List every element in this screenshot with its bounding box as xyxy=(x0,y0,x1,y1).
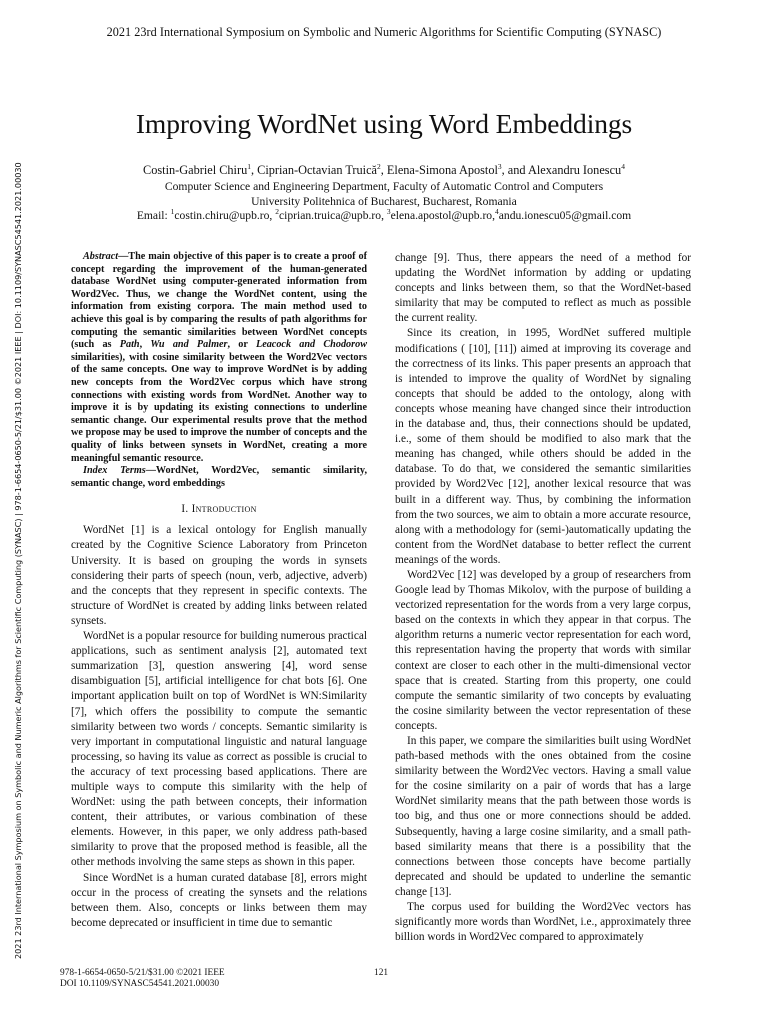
paragraph: change [9]. Thus, there appears the need of a method for updating the WordNet information by adding or updating concepts and links between them, so that the WordNet-based similarity that may be computed to reflect as much as possible the current reality. xyxy=(395,252,691,325)
paragraph: WordNet is a popular resource for building numerous practical applications, such as sentiment analysis [2], automated text summarization [3], question answering [4], word sense disambiguation [5], artificial intelligence for chat bots [6]. One important application built on top of WordNet is WN:Similarity [7], which offers the possibility to compute the semantic similarity between two words / concepts. Semantic similarity is very important in computational linguistic and natural language processing, so having its value as correct as possible is crucial to the accuracy of text processing based applications. There are multiple ways to compute this similarity with the help of WordNet: using the path between concepts, their information content, their attributes, or various combination of these elements. However, in this paper, we only address path-based similarity to prove that the proposed method is feasible, all the other methods involving the same steps as shown in this paper. xyxy=(71,630,367,869)
section-heading: I. Introduction xyxy=(181,503,257,516)
paragraph: WordNet [1] is a lexical ontology for English manually created by the Cognitive Science Laboratory from Princeton University. It is based on grouping the words in synsets considering their parts of speech (noun, verb, adjective, adverb) and the concepts that they represent in specific contexts. The structure of WordNet is created by adding links between related synsets. xyxy=(71,524,367,627)
author-mark: 2 xyxy=(377,161,381,171)
affiliation-line-2: University Politehnica of Bucharest, Bucharest, Romania xyxy=(251,195,517,208)
left-column xyxy=(71,251,367,931)
email-address: andu.ionescu05@gmail.com xyxy=(498,209,632,222)
abstract: Abstract—The main objective of this paper is to create a proof of concept regarding the improvement of the human-generated database WordNet using computer-generated information from Word2Vec. Thus, we change the WordNet content, using the information from existing corpora. The main method used to achieve this goal is by comparing the results of path algorithms for computing the semantic similarities between WordNet concepts (such as Path, Wu and Palmer, or Leacock and Chodorow similarities), with cosine similarity between the Word2Vec vectors of the same concepts. One way to improve WordNet is by adding new concepts from the Word2Vec corpus which have strong connections with existing words from WordNet. Another way to improve it is by updating its existing connections to underline semantic change. Our experimental results prove that the method we propose may be used to improve the number of concepts and the quality of links between synsets in WordNet, creating a more meaningful semantic resource. xyxy=(71,251,367,464)
footer-isbn: 978-1-6654-0650-5/21/$31.00 ©2021 IEEE xyxy=(60,968,225,978)
abstract-label: Abstract xyxy=(83,251,119,262)
page-number: 121 xyxy=(374,968,389,978)
right-column xyxy=(395,251,691,945)
email-mark: 3 xyxy=(386,207,391,217)
paragraph: Since WordNet is a human curated database [8], errors might occur in the process of creating the synsets and the relations between them. Also, concepts or links between them may become deprecated or insufficient in time due to semantic xyxy=(71,871,367,929)
paper-title: Improving WordNet using Word Embeddings xyxy=(135,108,633,139)
author-mark: 1 xyxy=(247,161,251,171)
author-name: , Elena-Simona Apostol xyxy=(380,163,498,177)
author-name: , and Alexandru Ionescu xyxy=(501,163,622,177)
author-list xyxy=(0,163,768,178)
email-address: costin.chiru@upb.ro, xyxy=(174,209,276,222)
affiliation-line-1: Computer Science and Engineering Department, Faculty of Automatic Control and Computers xyxy=(164,180,604,193)
footer-publication-info xyxy=(60,968,225,990)
paragraph: In this paper, we compare the similarities built using WordNet path-based methods with the ones obtained from the cosine similarity between the Word2Vec vectors. Having a small value for the cosine similarity on a pair of words that has a large WordNet similarity means that the path between those words is too big, and thus one or more connections should be added. Subsequently, having a large cosine similarity, and a small path-based similarity means that there is a possibility that the connections between those concepts have become partially deprecated and should be updated to underline the semantic change [13]. xyxy=(395,735,691,898)
email-address: elena.apostol@upb.ro, xyxy=(390,209,496,222)
paragraph: The corpus used for building the Word2Vec vectors has significantly more words than WordNet, i.e., approximately three billion words in Word2Vec compared to approximately xyxy=(395,901,691,944)
email-address: ciprian.truica@upb.ro, xyxy=(278,209,387,222)
footer-doi: DOI 10.1109/SYNASC54541.2021.00030 xyxy=(60,979,220,989)
index-terms-label: Index Terms xyxy=(83,465,146,477)
author-name: , Ciprian-Octavian Truică xyxy=(250,163,377,177)
email-prefix: Email: xyxy=(136,209,171,222)
conference-header: 2021 23rd International Symposium on Symbolic and Numeric Algorithms for Scientific Computing (SYNASC) xyxy=(106,25,662,39)
paragraph: Since its creation, in 1995, WordNet suffered multiple modifications ( [10], [11]) aimed at improving its coverage and the correctness of its links. This paper presents an approach that is intended to improve the quality of WordNet by signaling concepts that should be added to the ontology, along with concepts whose meaning have changed since their introduction in the database and, thus, their connections should be updated, i.e., some of them should be modified to also mark that the meaning has changed, while others should be added in the database. To do that, we considered the semantic similarities provided by Word2Vec [12], another lexical resource that was built in a different way. Thus, by combining the information from the two sources, we aim to obtain a more accurate resource, along with a methodology for (semi-)automatically updating the content from the WordNet database to better reflect the current meanings of the words. xyxy=(395,327,691,566)
side-citation-strip: 2021 23rd International Symposium on Symbolic and Numeric Algorithms for Scientific Computing (SYNASC) | 978-1-6654-0650-5/21/$31.00 ©2021 IEEE | DOI: 10.1109/SYNASC54541.2021.00030 xyxy=(13,162,23,959)
email-mark: 4 xyxy=(495,207,499,217)
author-mark: 3 xyxy=(497,161,502,171)
author-name: Costin-Gabriel Chiru xyxy=(143,163,248,177)
paragraph: Word2Vec [12] was developed by a group of researchers from Google lead by Thomas Mikolov, with the purpose of building a vectorized representation for the words from a very large corpus, based on the contexts in which they appear in that corpus. The algorithm returns a numeric vector representation for each word, this representation having the property that words with similar context are closer to each other in the multi-dimensional vector space that is created. Starting from this property, one could compute the semantic similarity of two concepts by evaluating the cosine similarity between the vector representation of these concepts. xyxy=(395,568,691,732)
index-terms: Index Terms—WordNet, Word2Vec, semantic similarity, semantic change, word embeddings xyxy=(71,465,367,489)
email-line xyxy=(0,209,768,222)
email-mark: 2 xyxy=(275,207,279,217)
author-mark: 4 xyxy=(621,161,625,171)
email-mark: 1 xyxy=(170,207,175,217)
